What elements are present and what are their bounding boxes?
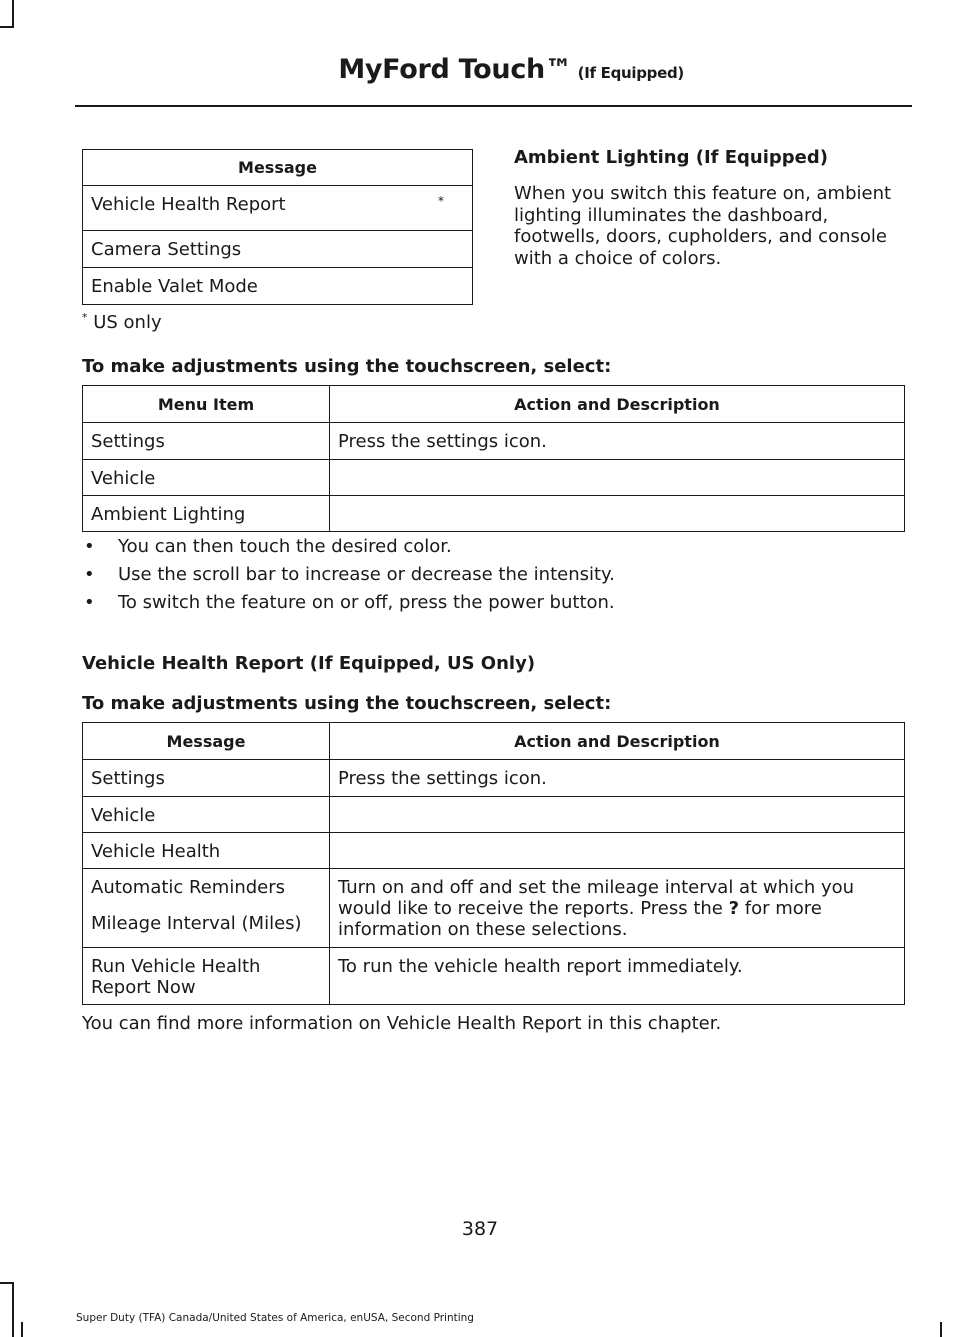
- crop-mark-bottom-left-tick: [21, 1322, 23, 1337]
- ambient-menu-table: [82, 385, 905, 532]
- menu-item-cell: Vehicle Health: [83, 833, 330, 869]
- action-cell: [330, 869, 905, 948]
- column-header-action: Action and Description: [330, 723, 905, 760]
- list-item: [82, 533, 615, 561]
- column-header-action: Action and Description: [330, 386, 905, 423]
- page-header-title: [338, 54, 684, 85]
- column-header-message: Message: [83, 723, 330, 760]
- action-cell: [330, 460, 905, 496]
- bullet-text: To switch the feature on or off, press the power button.: [118, 592, 615, 613]
- menu-item-cell: Run Vehicle Health Report Now: [83, 948, 330, 1005]
- table-row: [83, 268, 473, 305]
- action-cell: [330, 833, 905, 869]
- table-row: [83, 231, 473, 268]
- bullet-text: Use the scroll bar to increase or decrease the intensity.: [118, 564, 615, 585]
- bullet-list: [82, 533, 615, 617]
- mileage-interval-item: Mileage Interval (Miles): [91, 913, 302, 934]
- crop-mark-bottom-left-h: [0, 1282, 14, 1284]
- table-row: [83, 186, 473, 231]
- action-cell: [330, 797, 905, 833]
- page-number: 387: [461, 1218, 499, 1240]
- action-cell: Press the settings icon.: [330, 423, 905, 460]
- list-item: [82, 589, 615, 617]
- ambient-lighting-heading: Ambient Lighting (If Equipped): [514, 147, 828, 168]
- intro-instruction: To make adjustments using the touchscreen, select:: [82, 356, 612, 377]
- message-cell: Enable Valet Mode: [91, 276, 258, 297]
- action-cell: To run the vehicle health report immediately.: [330, 948, 905, 1005]
- crop-mark-top-left-h: [0, 26, 14, 28]
- message-table-header: Message: [83, 150, 473, 186]
- closing-note: You can find more information on Vehicle Health Report in this chapter.: [82, 1013, 722, 1034]
- message-cell: Vehicle Health Report: [91, 194, 286, 215]
- reminders-desc-before: Turn on and off and set the mileage interval at which you would like to receive the reports. Press the: [338, 877, 855, 919]
- column-header-menu-item: Menu Item: [83, 386, 330, 423]
- reminders-desc-after: for more information on these selections.: [338, 898, 822, 940]
- header-title-text: MyFord Touch™: [338, 54, 572, 85]
- menu-item-cell: [83, 869, 330, 948]
- footnote-text: US only: [87, 312, 162, 333]
- bullet-text: You can then touch the desired color.: [118, 536, 452, 557]
- message-table: [82, 149, 473, 305]
- menu-item-cell: Ambient Lighting: [83, 496, 330, 532]
- menu-item-cell: Settings: [83, 760, 330, 797]
- vehicle-health-report-heading: Vehicle Health Report (If Equipped, US Only): [82, 653, 536, 674]
- message-cell: Camera Settings: [91, 239, 242, 260]
- menu-item-cell: Vehicle: [83, 797, 330, 833]
- crop-mark-bottom-right-v: [940, 1322, 942, 1337]
- bullet-icon: •: [84, 564, 95, 585]
- menu-item-cell: Settings: [83, 423, 330, 460]
- crop-mark-bottom-left-v: [12, 1282, 14, 1337]
- bullet-icon: •: [84, 536, 95, 557]
- reminders-item: Automatic Reminders: [91, 877, 286, 898]
- action-cell: Press the settings icon.: [330, 760, 905, 797]
- bullet-icon: •: [84, 592, 95, 613]
- menu-item-cell: Vehicle: [83, 460, 330, 496]
- footnote-marker: *: [438, 194, 444, 208]
- footnote: [82, 311, 162, 333]
- list-item: [82, 561, 615, 589]
- footnote-marker: *: [82, 311, 88, 324]
- crop-mark-top-left-v: [12, 0, 14, 28]
- header-rule: [75, 105, 912, 107]
- help-icon: ?: [728, 898, 740, 919]
- vehicle-health-table: [82, 722, 905, 1005]
- page-footer: Super Duty (TFA) Canada/United States of America, enUSA, Second Printing: [76, 1312, 474, 1324]
- action-cell: [330, 496, 905, 532]
- header-subtitle: (If Equipped): [577, 64, 684, 82]
- vehicle-health-report-intro: To make adjustments using the touchscreen, select:: [82, 693, 612, 714]
- ambient-lighting-body: When you switch this feature on, ambient lighting illuminates the dashboard, footwells, doors, cupholders, and console with a choice of colors.: [514, 183, 892, 269]
